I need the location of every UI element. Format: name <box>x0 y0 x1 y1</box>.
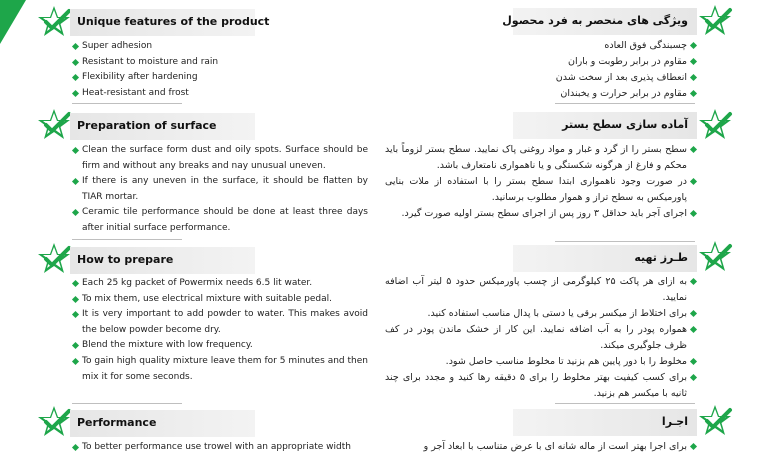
checkmark-star-badge-icon <box>697 240 733 276</box>
features-list <box>72 39 368 101</box>
list-item: به ازای هر پاکت ۲۵ کیلوگرمی از چسب پاورمیکس حدود ۵ لیتر آب اضافه نمایید. <box>385 274 697 306</box>
section-title: آماده سازی سطح بستر <box>562 118 688 131</box>
list-item: در صورت وجود ناهمواری ابتدا سطح بستر را با استفاده از ملات بنایی پاورمیکس به سطح تراز و هموار مطلوب برسانید. <box>385 174 697 206</box>
section-title: طـرز تهیه <box>634 251 688 264</box>
divider <box>555 403 695 404</box>
list-item: Heat-resistant and frost <box>72 86 368 102</box>
divider <box>555 103 695 104</box>
english-column <box>0 0 380 450</box>
checkmark-star-badge-icon <box>697 108 733 144</box>
list-item: سطح بستر را از گرد و غبار و مواد روغنی پاک نمایید. سطح بستر لزوماً باید محکم و فارغ از هرگونه شکستگی و یا ناهمواری نامتعارف باشد. <box>385 142 697 174</box>
prepare-list <box>72 276 368 385</box>
section-header <box>70 113 255 140</box>
section-title: ویژگی های منحصر به فرد محصول <box>502 14 688 27</box>
list-item: اجرای آجر باید حداقل ۳ روز پس از اجرای سطح بستر اولیه صورت گیرد. <box>385 206 697 222</box>
checkmark-star-badge-icon <box>36 5 72 41</box>
preparation-list-fa <box>385 142 697 222</box>
list-item: To better performance use trowel with an appropriate width <box>72 440 368 456</box>
list-item: مخلوط را با دور پایین هم بزنید تا مخلوط مناسب حاصل شود. <box>385 354 697 370</box>
section-header <box>70 247 255 274</box>
list-item: چسبندگی فوق العاده <box>385 38 697 54</box>
section-header <box>513 409 697 436</box>
list-item: Ceramic tile performance should be done at least three days after initial surface performance. <box>72 205 368 236</box>
divider <box>555 241 695 242</box>
divider <box>72 403 182 404</box>
section-title: Unique features of the product <box>77 15 270 28</box>
list-item: مقاوم در برابر حرارت و یخبندان <box>385 86 697 102</box>
performance-list <box>72 440 368 456</box>
list-item: همواره پودر را به آب اضافه نمایید. این کار از خشک ماندن پودر در کف ظرف جلوگیری میکند. <box>385 322 697 354</box>
list-item: Each 25 kg packet of Powermix needs 6.5 lit water. <box>72 276 368 292</box>
list-item: To mix them, use electrical mixture with suitable pedal. <box>72 292 368 308</box>
section-header <box>513 245 697 272</box>
section-header <box>70 410 255 437</box>
checkmark-star-badge-icon <box>36 405 72 441</box>
list-item: Flexibility after hardening <box>72 70 368 86</box>
checkmark-star-badge-icon <box>36 108 72 144</box>
list-item: If there is any uneven in the surface, it should be flatten by TIAR mortar. <box>72 174 368 205</box>
checkmark-star-badge-icon <box>697 404 733 440</box>
list-item: انعطاف پذیری بعد از سخت شدن <box>385 70 697 86</box>
list-item: To gain high quality mixture leave them for 5 minutes and then mix it for some seconds. <box>72 354 368 385</box>
section-header <box>502 8 697 35</box>
list-item: برای اختلاط از میکسر برقی یا دستی با پدال مناسب استفاده کنید. <box>385 306 697 322</box>
list-item: Blend the mixture with low frequency. <box>72 338 368 354</box>
section-header <box>513 112 697 139</box>
list-item: Clean the surface form dust and oily spots. Surface should be firm and without any breaks and nay unusual uneven. <box>72 143 368 174</box>
performance-list-fa <box>385 439 697 455</box>
persian-column <box>385 0 765 450</box>
section-title: Performance <box>77 416 157 429</box>
checkmark-star-badge-icon <box>697 4 733 40</box>
divider <box>72 239 182 240</box>
list-item: برای اجرا بهتر است از ماله شانه ای با عرض متناسب با ابعاد آجر و <box>385 439 697 455</box>
prepare-list-fa <box>385 274 697 402</box>
section-title: Preparation of surface <box>77 119 217 132</box>
list-item: Resistant to moisture and rain <box>72 55 368 71</box>
section-title: اجـرا <box>661 415 688 428</box>
list-item: It is very important to add powder to water. This makes avoid the below powder become dry. <box>72 307 368 338</box>
features-list-fa <box>385 38 697 102</box>
divider <box>72 103 182 104</box>
section-title: How to prepare <box>77 253 174 266</box>
checkmark-star-badge-icon <box>36 242 72 278</box>
list-item: Super adhesion <box>72 39 368 55</box>
list-item: برای کسب کیفیت بهتر مخلوط را برای ۵ دقیقه رها کنید و مجدد برای چند ثانیه با میکسر هم بزنید. <box>385 370 697 402</box>
list-item: مقاوم در برابر رطوبت و باران <box>385 54 697 70</box>
section-header <box>70 9 270 36</box>
preparation-list <box>72 143 368 237</box>
